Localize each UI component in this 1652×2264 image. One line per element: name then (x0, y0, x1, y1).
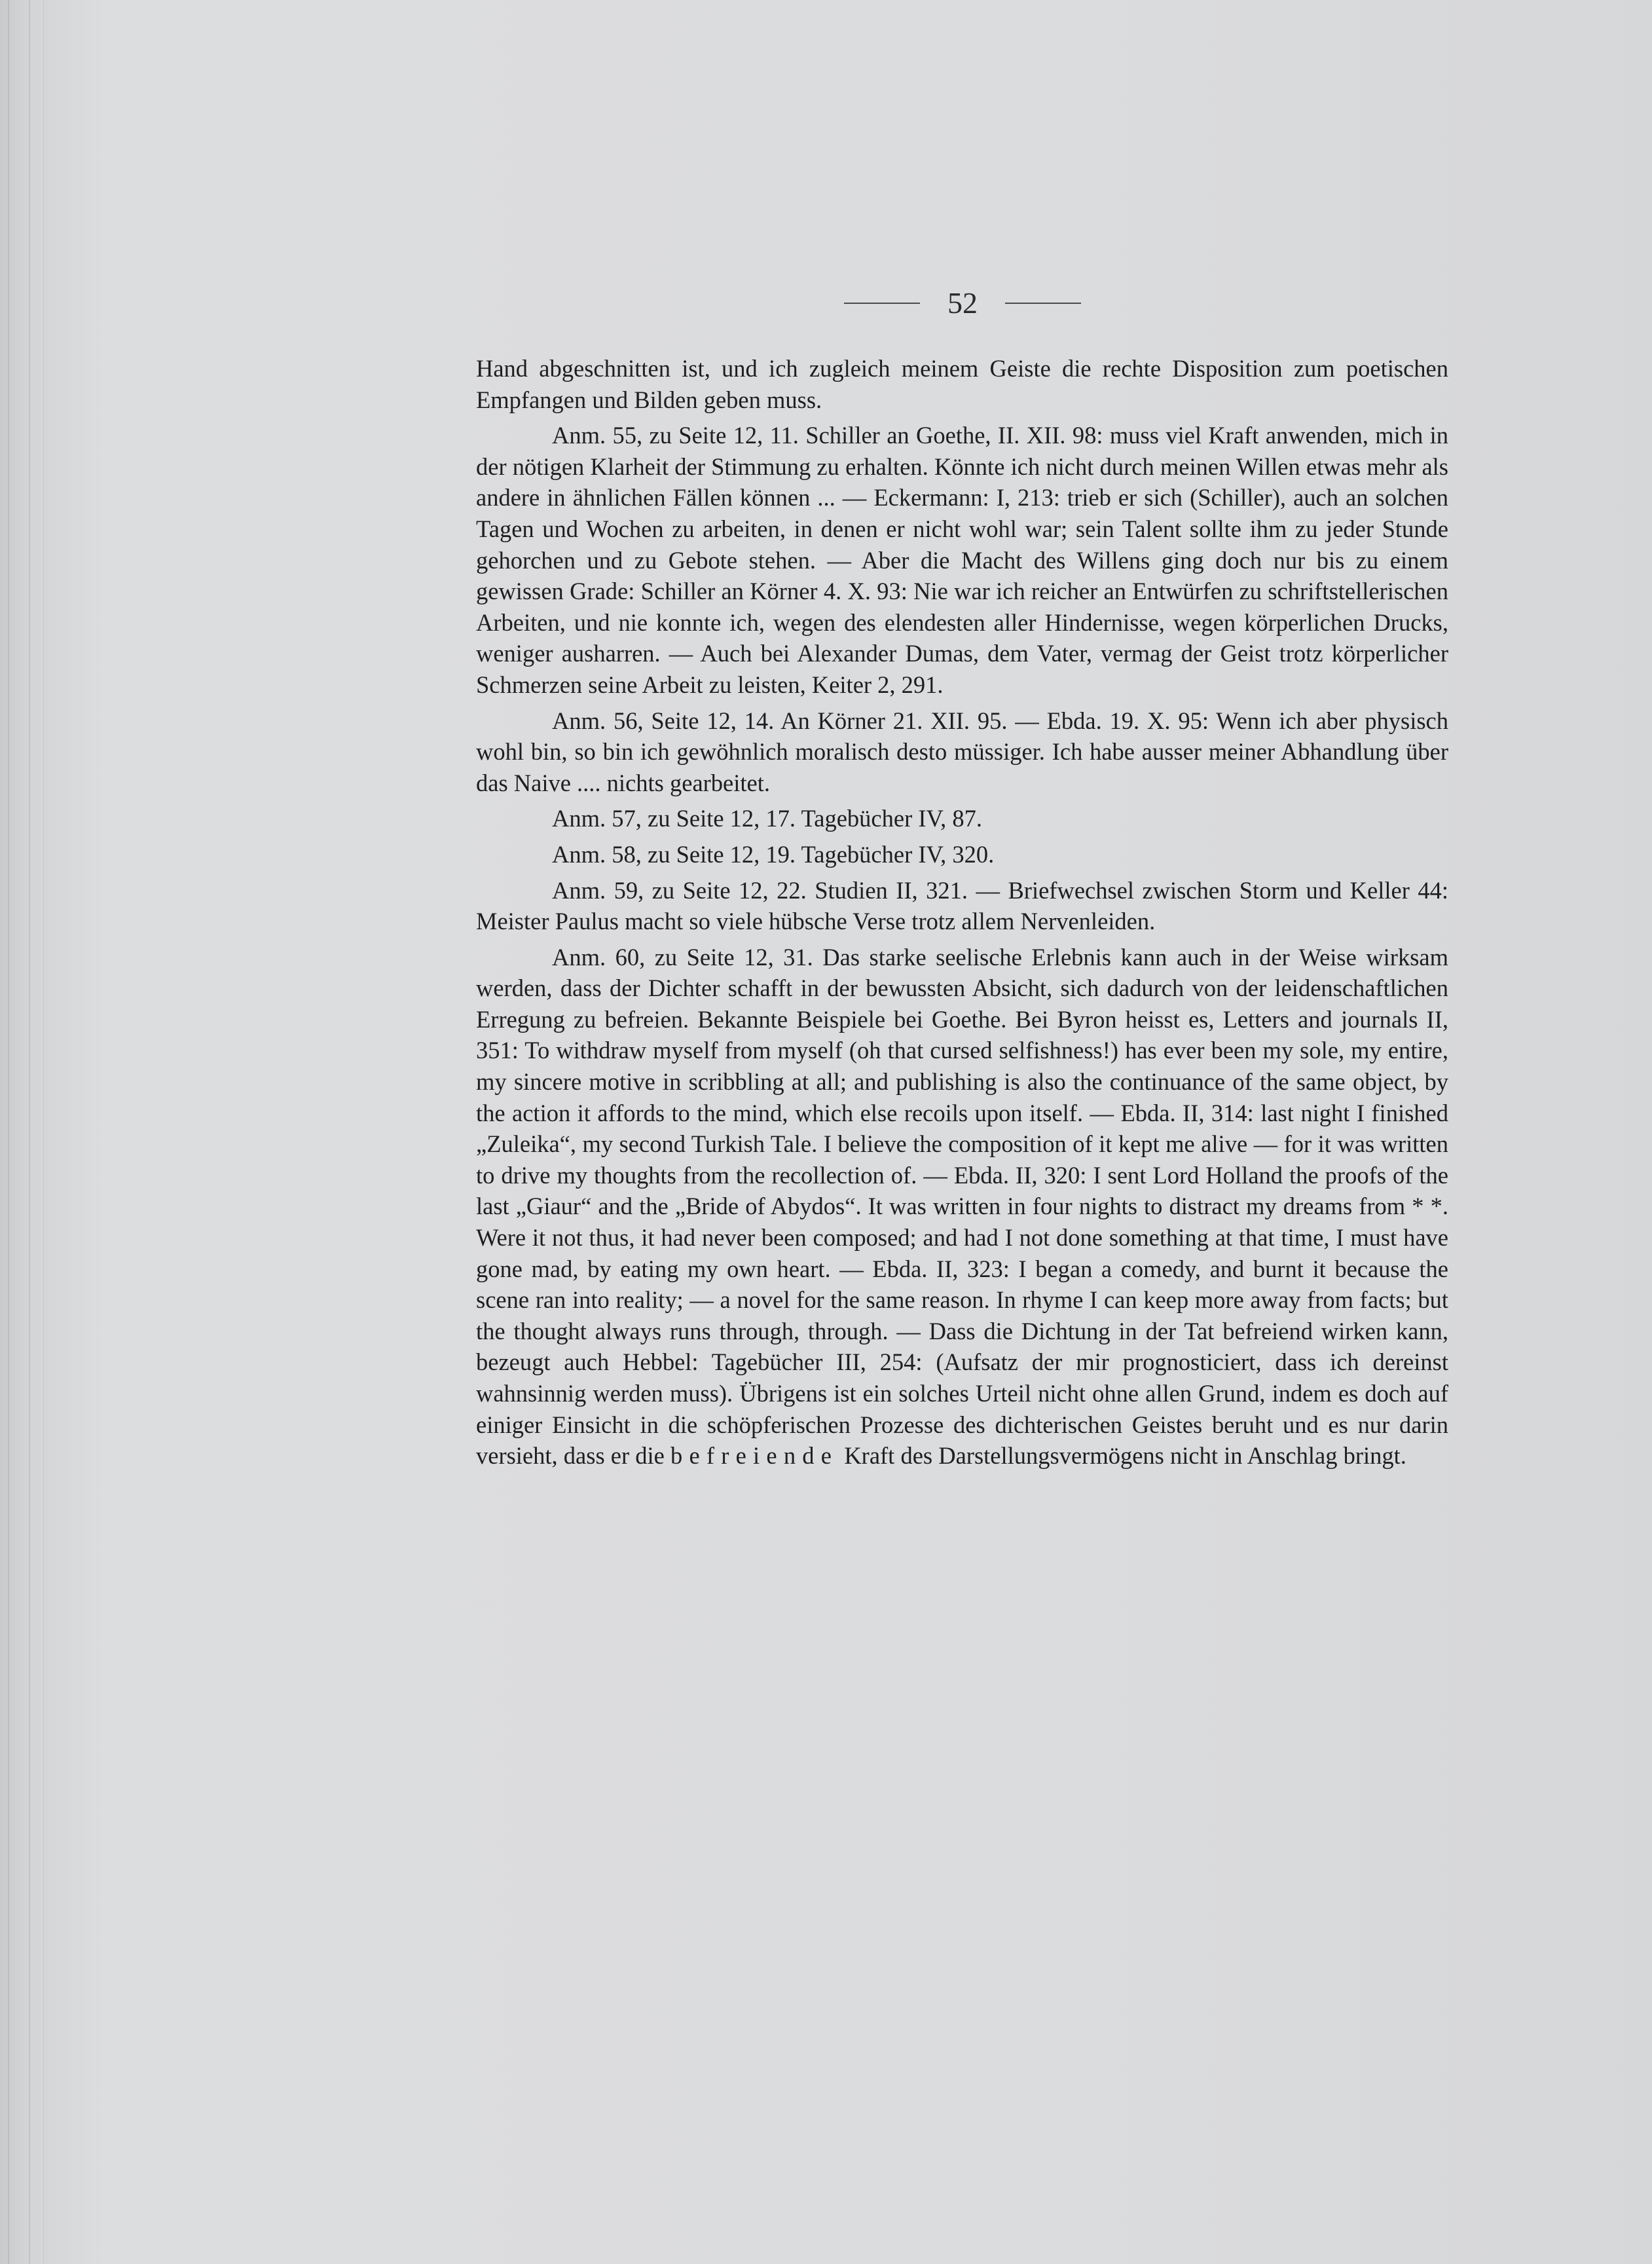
endnote-59: Anm. 59, zu Seite 12, 22. Studien II, 321. — Briefwechsel zwischen Storm und Keller 44: Meister Paulus macht so viele hübsche Verse trotz allem Nervenleiden. (476, 876, 1448, 935)
page-header (838, 280, 1087, 326)
binding-edge-line (8, 0, 9, 2264)
binding-edge-line (29, 0, 30, 2264)
endnote-55: Anm. 55, zu Seite 12, 11. Schiller an Goethe, II. XII. 98: muss viel Kraft anwenden, mich in der nötigen Klarheit der Stimmung zu erhalten. Könnte ich nicht durch meinen Willen etwas mehr als andere in ähnlichen Fällen können ... — Eckermann: I, 213: trieb er sich (Schiller), auch an solchen Tagen und Wochen zu arbeiten, in denen er nicht wohl war; sein Talent sollte ihm zu jeder Stunde gehorchen und zu Gebote stehen. — Aber die Macht des Willens ging doch nur bis zu einem gewissen Grade: Schiller an Körner 4. X. 93: Nie war ich reicher an Entwürfen zu schriftstellerischen Arbeiten, und nie konnte ich, wegen des elendesten aller Hindernisse, wegen körperlichen Drucks, weniger ausharren. — Auch bei Alexander Dumas, dem Vater, vermag der Geist trotz körperlicher Schmerzen seine Arbeit zu leisten, Keiter 2, 291. (476, 422, 1448, 698)
paragraph-continuation: Hand abgeschnitten ist, und ich zugleich meinem Geiste die rechte Disposition zum poetischen Empfangen und Bilden geben muss. (476, 355, 1448, 413)
endnote-57: Anm. 57, zu Seite 12, 17. Tagebücher IV, 87. (552, 805, 983, 832)
endnote-60 (476, 942, 1448, 1472)
emphasized-word: befreiende (670, 1442, 839, 1470)
header-rule-right (1005, 303, 1081, 304)
endnote-60-text: Anm. 60, zu Seite 12, 31. Das starke seelische Erlebnis kann auch in der Weise wirksam werden, dass der Dichter schafft in der bewussten Absicht, sich dadurch von der leidenschaftlichen Erregung zu befreien. Bekannte Beispiele bei Goethe. Bei Byron heisst es, Letters and journals II, 351: To withdraw myself from myself (oh that cursed selfishness!) has ever been my sole, my entire, my sincere motive in scribbling at all; and publishing is also the continuance of the same object, by the action it affords to the mind, which else recoils upon itself. — Ebda. II, 314: last night I finished „Zuleika“, my second Turkish Tale. I believe the composition of it kept me alive — for it was written to drive my thoughts from the recollection of. — Ebda. II, 320: I sent Lord Holland the proofs of the last „Giaur“ and the „Bride of Abydos“. It was written in four nights to distract my dreams from * *. Were it not thus, it had never been composed; and had I not done something at that time, I must have gone mad, by eating my own heart. — Ebda. II, 323: I began a comedy, and burnt it because the scene ran into reality; — a novel for the same reason. In rhyme I can keep more away from facts; but the thought always runs through, through. — Dass die Dichtung in der Tat befreiend wirken kann, bezeugt auch Hebbel: Tagebücher III, 254: (Aufsatz der mir prognosticiert, dass ich dereinst wahnsinnig werden muss). Übrigens ist ein solches Urteil nicht ohne allen Grund, indem es doch auf einiger Einsicht in die schöpferischen Prozesse des dichterischen Geistes beruht und es nur darin versieht, dass er die (476, 943, 1448, 1470)
endnote-58: Anm. 58, zu Seite 12, 19. Tagebücher IV, 320. (552, 840, 995, 868)
endnote-56: Anm. 56, Seite 12, 14. An Körner 21. XII. 95. — Ebda. 19. X. 95: Wenn ich aber physisch wohl bin, so bin ich gewöhnlich moralisch desto müssiger. Ich habe ausser meiner Abhandlung über das Naive .... nichts gearbeitet. (476, 707, 1448, 796)
page-number: 52 (947, 286, 978, 320)
body-text (476, 353, 1448, 1472)
header-rule-left (844, 303, 920, 304)
endnote-60-text-end: Kraft des Darstellungsvermögens nicht in Anschlag bringt. (844, 1442, 1406, 1470)
binding-edge-line (43, 0, 44, 2264)
